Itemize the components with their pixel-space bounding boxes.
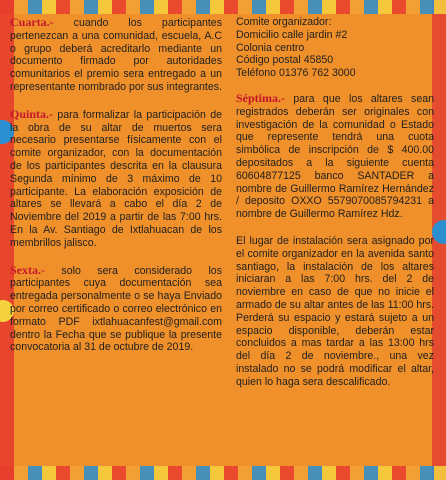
clause-heading: Cuarta.- — [10, 15, 54, 29]
clause-text: cuando los participantes pertenezcan a una comunidad, escuela, A.C o grupo deberá acreditarlo mediante un documento firmado por autoridades comunitarios el premio sera entregado a un representante nombrado por sus integrantes. — [10, 17, 223, 93]
address-line: Código postal 45850 — [236, 54, 334, 67]
address-line: Comite organizador: — [236, 16, 332, 28]
clause-text: para formalizar la participación de la obra de su altar de muertos sera necesario presentarse físicamente con el comite organizador, con la documentación de los participantes descrita en la clausura Segunda mínimo de 3 máximo de 10 participante. La elaboración exposición de altares se llevará a cabo el día 2 de Noviembre del 2019 a partir de las 7:00 hrs. En la Av. Santiago de Ixtlahuacan de los membrillos jalisco. — [10, 108, 222, 249]
bottom-papel-picado-decoration — [0, 466, 446, 480]
clause-cuarta — [10, 16, 222, 94]
right-column — [236, 16, 434, 468]
organizer-address-block — [236, 16, 434, 80]
installation-paragraph: El lugar de instalación sera asignado por el comite organizador en la avenida santo santiago, la instalación de los altares iniciaran a las 7:00 hrs. del 2 de noviembre en caso de que no inicie el armado de su altar antes de las 11:00 hrs. Perderá su espacio y estará sujeto a un espacio disponible, deberán estar concluidos a mas tardar a las 13:00 hrs del día 2 de noviembre., una vez instalado no se podrá modificar el altar, quien lo haga sera descalificado. — [236, 234, 434, 388]
clause-heading: Sexta.- — [10, 262, 45, 277]
address-line: Teléfono 01376 762 3000 — [236, 67, 356, 80]
address-line: Domicilio calle jardin #2 — [236, 28, 348, 41]
top-papel-picado-decoration — [0, 0, 446, 14]
clause-text: solo sera considerado los participantes cuya documentación sea entregada personalmente o se haya Enviado por correo certificado o correo electrónico en formato PDF ixtlahuacanfest@gmail.com dentro la Fecha que se publique la presente convocatoria al 31 de octubre de 2019. — [10, 264, 222, 354]
clause-heading: Quinta.- — [10, 106, 54, 121]
address-line: Colonia centro — [236, 41, 305, 54]
clause-septima — [236, 92, 434, 221]
clause-quinta — [10, 108, 222, 250]
clause-heading: Séptima.- — [236, 90, 285, 105]
left-column — [10, 16, 222, 468]
clause-sexta — [10, 264, 222, 355]
clause-text: para que los altares sean registrados deberán ser originales con investigación de la comunidad o Estado que represente tendrá una cuota simbólica de inscripción de $ 400.00 depositados a la siguiente cuenta 60604877125 banco SANTADER a nombre de Guillermo Ramírez Hernández / deposito OXXO 5579070085794231 a nombre de Guillermo Ramírez Hdz. — [236, 92, 434, 221]
